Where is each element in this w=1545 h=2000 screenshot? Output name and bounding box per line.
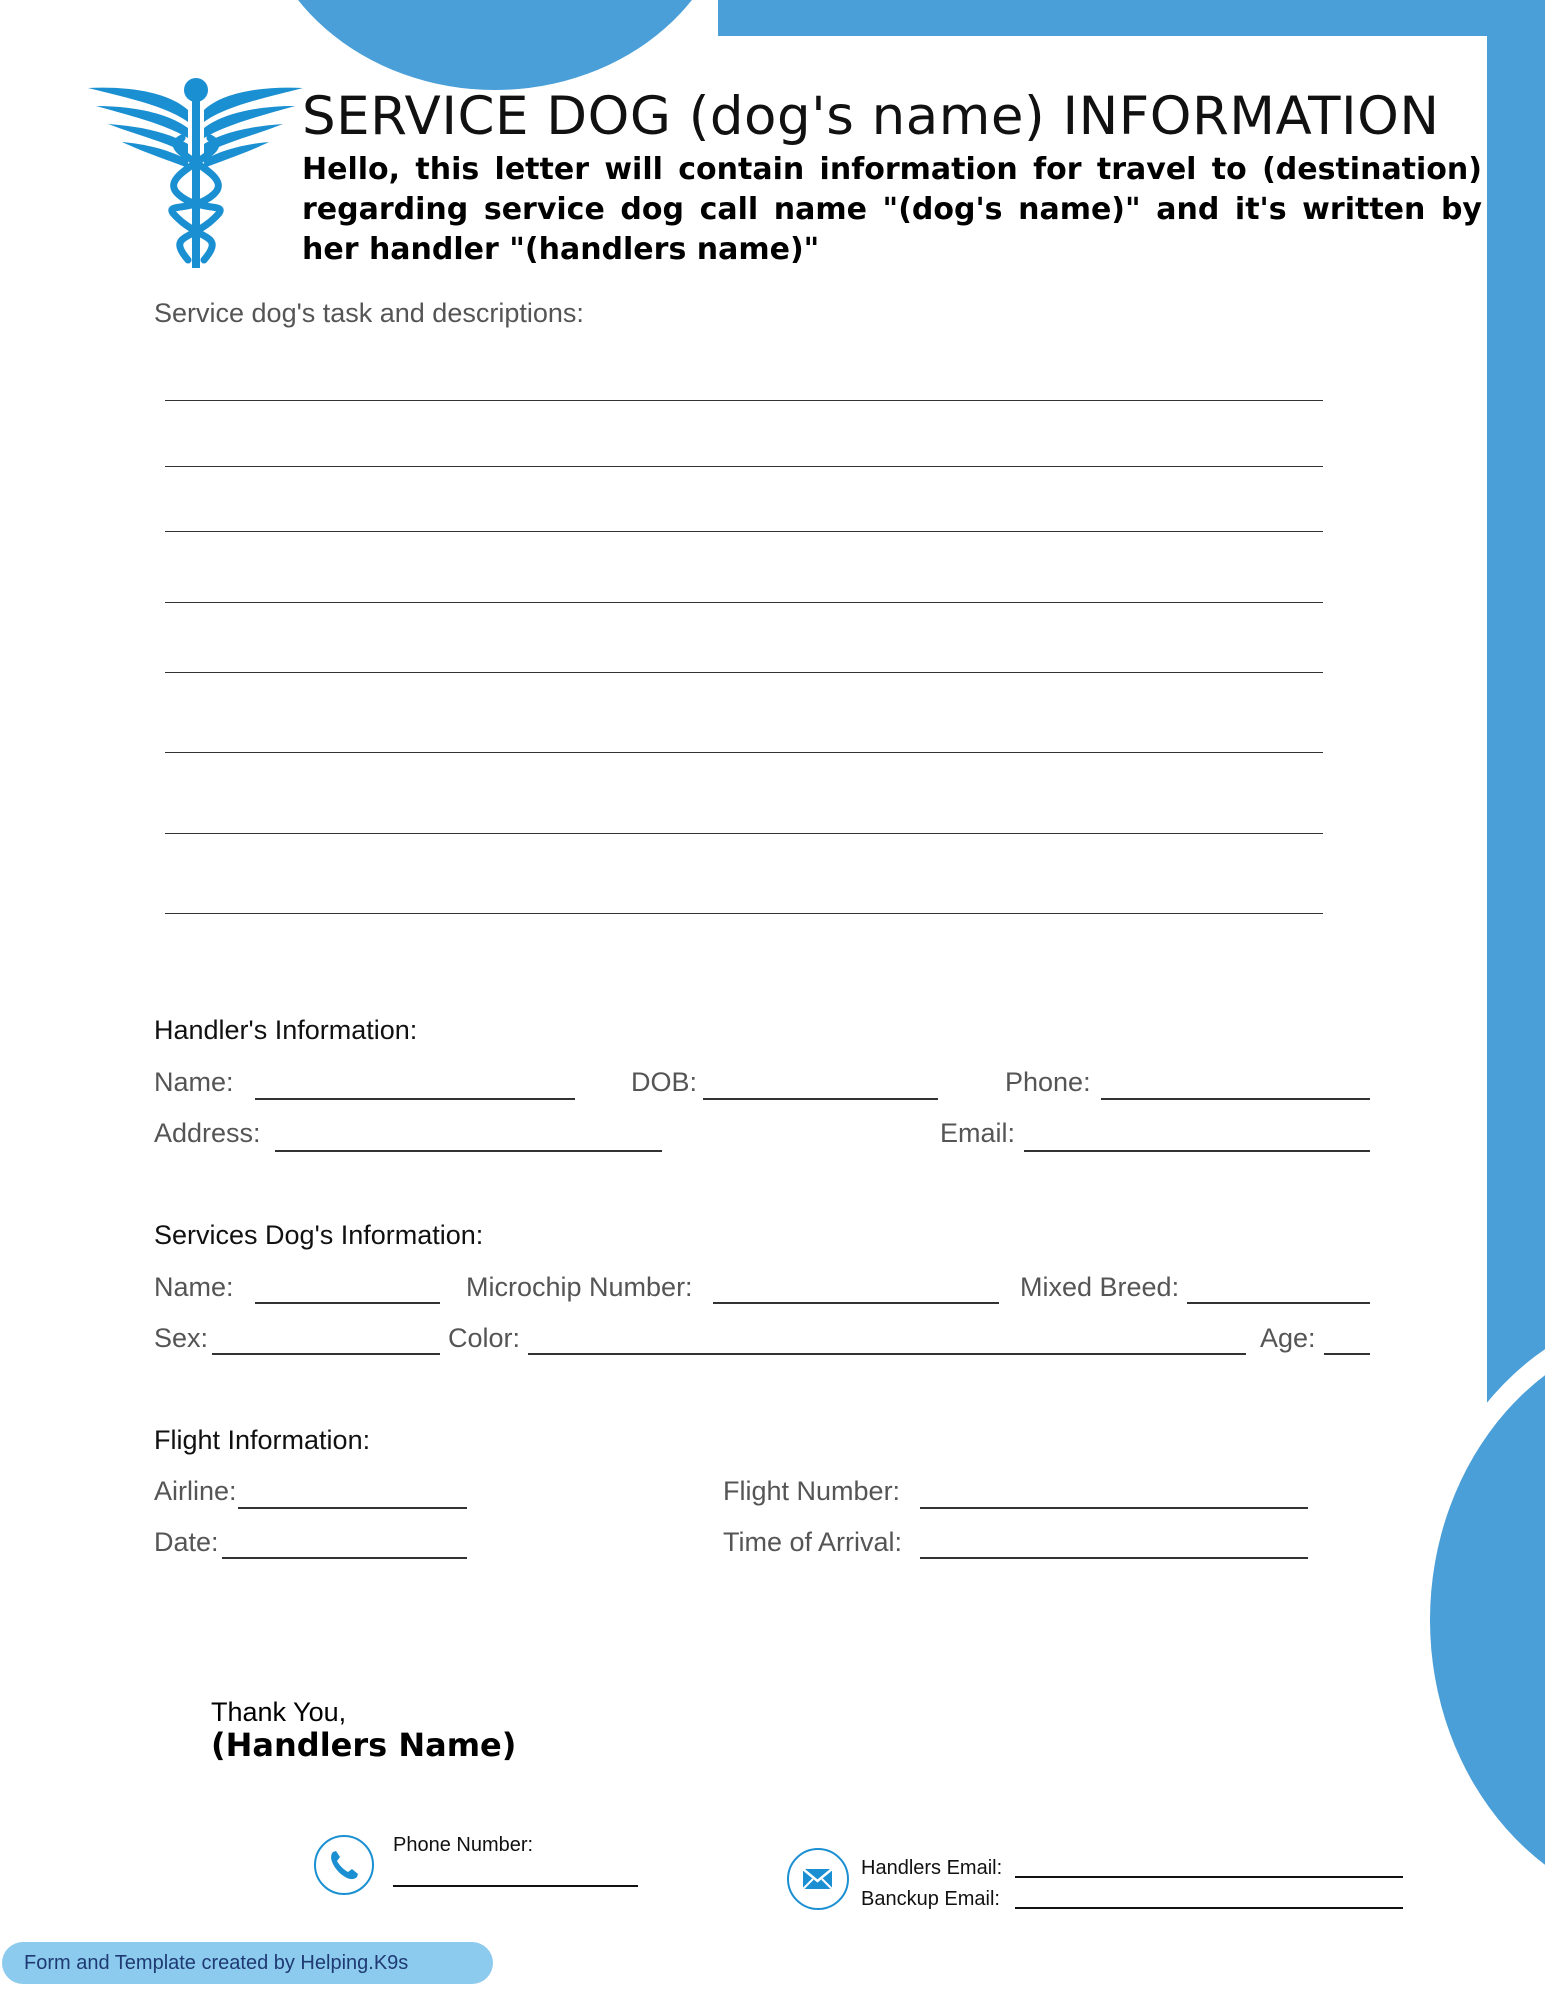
top-arc-decoration	[255, 0, 735, 90]
dog-sex-label: Sex:	[154, 1323, 209, 1353]
dog-name-label: Name:	[154, 1272, 234, 1302]
tasks-label: Service dog's task and descriptions:	[154, 298, 584, 328]
flight-date-field[interactable]	[222, 1557, 467, 1559]
backup-email-field[interactable]	[1015, 1907, 1403, 1909]
task-line-5[interactable]	[165, 672, 1323, 673]
caduceus-icon	[88, 76, 303, 271]
handler-name-field[interactable]	[255, 1098, 575, 1100]
handler-dob-label: DOB:	[631, 1067, 698, 1097]
phone-number-field[interactable]	[393, 1885, 638, 1887]
task-line-3[interactable]	[165, 531, 1323, 532]
backup-email-label: Banckup Email:	[861, 1888, 1000, 1910]
closing-handler-name: (Handlers Name)	[211, 1726, 517, 1764]
dog-breed-field[interactable]	[1187, 1302, 1370, 1304]
dog-age-field[interactable]	[1324, 1353, 1370, 1355]
handler-phone-label: Phone:	[1005, 1067, 1091, 1097]
page-title: SERVICE DOG (dog's name) INFORMATION	[302, 86, 1440, 147]
flight-date-label: Date:	[154, 1527, 219, 1557]
handler-section-heading: Handler's Information:	[154, 1015, 418, 1045]
dog-age-label: Age:	[1260, 1323, 1316, 1353]
task-line-8[interactable]	[165, 913, 1323, 914]
intro-paragraph: Hello, this letter will contain information for travel to (destination) regarding service dog call name "(dog's name)" and it's written by her handler "(handlers name)"	[302, 152, 1482, 267]
task-line-4[interactable]	[165, 602, 1323, 603]
handler-email-field[interactable]	[1024, 1150, 1370, 1152]
flight-section-heading: Flight Information:	[154, 1425, 371, 1455]
handlers-email-field[interactable]	[1015, 1876, 1403, 1878]
flight-airline-field[interactable]	[238, 1507, 467, 1509]
phone-number-label: Phone Number:	[393, 1834, 534, 1856]
dog-color-field[interactable]	[528, 1353, 1246, 1355]
mail-icon	[789, 1850, 846, 1907]
phone-icon-circle	[314, 1835, 374, 1895]
dog-breed-label: Mixed Breed:	[1020, 1272, 1180, 1302]
phone-icon	[316, 1837, 371, 1892]
task-line-6[interactable]	[165, 752, 1323, 753]
flight-airline-label: Airline:	[154, 1476, 237, 1506]
dog-sex-field[interactable]	[212, 1353, 440, 1355]
dog-section-heading: Services Dog's Information:	[154, 1220, 484, 1250]
flight-number-label: Flight Number:	[723, 1476, 901, 1506]
handlers-email-label: Handlers Email:	[861, 1857, 1003, 1879]
top-bar-decoration	[718, 0, 1545, 36]
handler-phone-field[interactable]	[1101, 1098, 1370, 1100]
footer-credit-badge: Form and Template created by Helping.K9s	[2, 1942, 493, 1984]
dog-name-field[interactable]	[255, 1302, 440, 1304]
dog-microchip-label: Microchip Number:	[466, 1272, 693, 1302]
mail-icon-circle	[787, 1848, 849, 1910]
handler-name-label: Name:	[154, 1067, 234, 1097]
flight-arrival-field[interactable]	[920, 1557, 1308, 1559]
handler-email-label: Email:	[940, 1118, 1016, 1148]
dog-microchip-field[interactable]	[713, 1302, 999, 1304]
handler-address-label: Address:	[154, 1118, 261, 1148]
flight-number-field[interactable]	[920, 1507, 1308, 1509]
task-line-1[interactable]	[165, 400, 1323, 401]
task-line-7[interactable]	[165, 833, 1323, 834]
flight-arrival-label: Time of Arrival:	[723, 1527, 903, 1557]
right-bar-decoration	[1487, 0, 1545, 1440]
handler-address-field[interactable]	[275, 1150, 662, 1152]
handler-dob-field[interactable]	[703, 1098, 938, 1100]
task-line-2[interactable]	[165, 466, 1323, 467]
closing-thanks: Thank You,	[211, 1697, 347, 1727]
dog-color-label: Color:	[448, 1323, 521, 1353]
